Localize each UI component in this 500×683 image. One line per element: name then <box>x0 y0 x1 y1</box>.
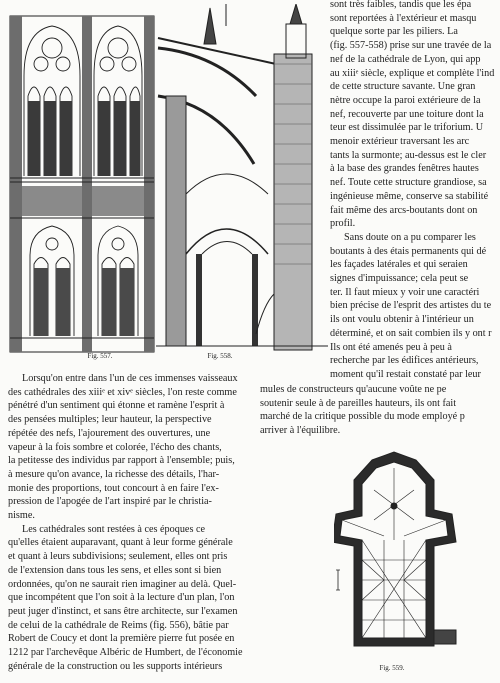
text-line: de celui de la cathédrale de Reims (fig. 556), bâtie par <box>8 619 229 631</box>
text-line: pénétré d'un sentiment qui étonne et ramène l'esprit à <box>8 400 225 412</box>
text-line: nef. Toute cette structure grandiose, sa <box>330 177 487 189</box>
paragraph-2 <box>8 523 256 674</box>
text-line: Ils ont été amenés peu à peu à <box>330 341 452 353</box>
text-line: (fig. 557-558) prise sur une travée de la <box>330 40 492 52</box>
text-line: monie des proportions, tout concourt à en faire l'ex- <box>8 482 219 494</box>
text-line: Lorsqu'on entre dans l'un de ces immenses vaisseaux <box>22 373 238 384</box>
text-line: déterminé, et on sait combien ils y ont r <box>330 327 492 339</box>
text-line: vapeur à la fois sombre et colorée, l'écho des chants, <box>8 441 222 453</box>
text-line: profil. <box>330 218 356 230</box>
text-line: à la base des grandes fenêtres hautes <box>330 163 479 175</box>
figure-558-section <box>156 4 328 356</box>
text-line: nètre occupe la paroi extérieure de la <box>330 94 481 106</box>
text-line: générale de la construction ou les supports intérieurs <box>8 660 223 672</box>
text-line: nef de la cathédrale de Lyon, qui app <box>330 53 481 65</box>
text-line: quelque sorte par les piliers. La <box>330 26 458 38</box>
text-line: ordonnées, qu'on ne saurait rien imaginer au delà. Quel- <box>8 578 237 590</box>
text-line: recherche par les édifices antérieurs, <box>330 355 479 367</box>
text-line: peut juger d'instinct, et sans être architecte, sur l'examen <box>8 605 238 617</box>
text-line: à mesure qu'on avance, la richesse des détails, l'har- <box>8 468 220 480</box>
text-line: tants la surmonte; au-dessus est le cler <box>330 149 487 161</box>
figure-557-elevation <box>8 6 156 356</box>
text-line: boutants à des étais permanents qui dé <box>330 245 487 257</box>
figure-559-plan <box>334 450 464 660</box>
text-line: marché de la critique possible du mode employé p <box>260 411 465 423</box>
figure-559-caption: Fig. 559. <box>379 664 405 672</box>
text-line: moment qu'il restait constaté par leur <box>330 368 481 380</box>
right-column-text <box>330 0 500 382</box>
text-line: ingénieuse même, conserve sa stabilité <box>330 190 489 202</box>
text-line: nef, recouverte par une toiture dont la <box>330 108 484 120</box>
text-line: nisme. <box>8 510 35 522</box>
text-line: pression de l'apogée de l'art inspiré par le christia- <box>8 496 212 508</box>
text-line: signes d'impuissance; cela peut se <box>330 273 469 285</box>
text-line: 1212 par l'archevêque Albéric de Humbert, de l'économie <box>8 647 243 659</box>
text-line: au xiiiᵉ siècle, explique et complète l'ind <box>330 67 495 79</box>
text-line: les façades latérales et qui seraien <box>330 259 468 271</box>
left-column-text <box>8 372 256 673</box>
text-line: de cette structure savante. Une gran <box>330 81 476 93</box>
text-line: la petitesse des individus par rapport à l'ensemble; puis, <box>8 455 235 467</box>
text-line: ter. Il faut mieux y voir une caractéri <box>330 286 480 298</box>
text-line: Robert de Coucy et dont la première pierre fut posée en <box>8 633 235 645</box>
right-column-continuation <box>260 383 500 438</box>
text-line: Les cathédrales sont restées à ces époques ce <box>22 523 206 535</box>
text-line: répétée des nefs, l'ajourement des ouvertures, une <box>8 427 211 439</box>
figure-558-caption: Fig. 558. <box>207 352 233 360</box>
text-line: ils ont voulu obtenir à l'intérieur un <box>330 314 474 326</box>
text-line: de l'extension dans tous les sens, et elles sont si bien <box>8 564 222 576</box>
text-line: fait même des arcs-boutants dont on <box>330 204 478 216</box>
text-line: Sans doute on a pu comparer les <box>344 231 476 243</box>
text-line: qu'elles étaient auparavant, quant à leur forme générale <box>8 537 233 549</box>
text-line: des pensées multiples; leur hauteur, la perspective <box>8 414 212 426</box>
text-line: mules de constructeurs qu'aucune voûte ne pe <box>260 384 447 395</box>
text-line: sont très faibles, tandis que les épa <box>330 0 472 10</box>
text-line: arriver à l'équilibre. <box>260 425 341 437</box>
text-line: que incompétent que l'on soit à la lecture d'un plan, l'on <box>8 592 235 604</box>
text-line: teur est dissimulée par le triforium. U <box>330 122 484 134</box>
text-line: des cathédrales des xiiiᵉ et xivᵉ siècles, l'on reste comme <box>8 386 237 398</box>
figure-557-caption: Fig. 557. <box>87 352 113 360</box>
text-line: soutenir seule à de pareilles hauteurs, ils ont fait <box>260 397 457 409</box>
text-line: et quant à leurs subdivisions; seulement, elles ont pris <box>8 551 228 563</box>
text-line: menoir extérieur traversant les arc <box>330 136 470 148</box>
text-line: sont reportées à l'extérieur et masqu <box>330 12 477 24</box>
paragraph-1 <box>8 372 256 523</box>
text-line: bien précise de l'esprit des artistes du te <box>330 300 492 312</box>
